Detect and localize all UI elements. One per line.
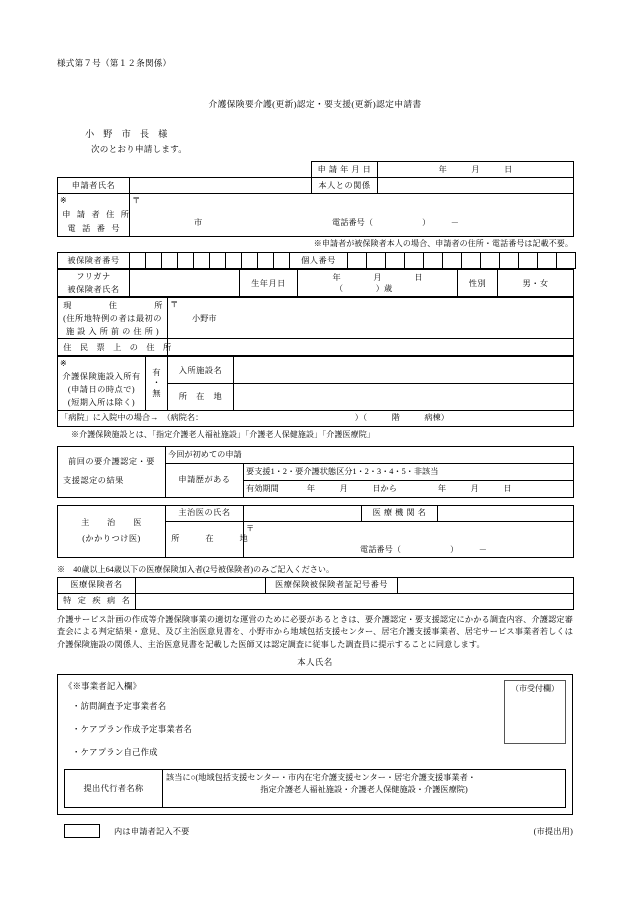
personal-number-label: 個人番号 — [290, 253, 348, 269]
doctor-name-label: 主治医の氏名 — [166, 505, 244, 521]
facility-address-label: 所 在 地 — [168, 383, 234, 410]
table-row — [58, 593, 574, 609]
current-address-label: 現 住 所 — [58, 298, 168, 313]
facility-label-3: (短期入所は除く) — [58, 396, 146, 410]
insured-name-label: 被保険者氏名 — [58, 283, 130, 297]
table-row — [58, 298, 574, 313]
facility-name-label: 入所施設名 — [168, 357, 234, 384]
provider-item-careplan-self[interactable]: ・ケアプラン自己作成 — [72, 747, 158, 757]
provider-item-visit-survey[interactable]: ・訪問調査予定事業者名 — [72, 701, 167, 711]
table-row — [58, 162, 574, 178]
personal-number-cell[interactable] — [367, 253, 386, 269]
personal-number-cell[interactable] — [424, 253, 443, 269]
personal-number-cell[interactable] — [538, 253, 557, 269]
footer-right-note: (市提出用) — [533, 827, 573, 837]
table-row — [58, 253, 576, 269]
birthdate-line1: 年 月 日 — [332, 273, 423, 282]
insured-name-table — [57, 269, 574, 297]
agent-options[interactable] — [163, 769, 566, 808]
previous-label-line2: 支援認定の結果 — [63, 475, 124, 485]
facility-label-2: (申請日の時点で) — [58, 383, 146, 396]
table-row — [58, 383, 574, 396]
doctor-postal-mark: 〒 — [244, 521, 574, 537]
blank-box-icon — [64, 824, 100, 838]
postal-mark: 〒 — [132, 196, 141, 205]
current-address-table — [57, 297, 574, 356]
reception-box[interactable]: （市受付欄） — [504, 680, 566, 744]
doctor-name-field[interactable] — [244, 505, 362, 521]
resident-card-label: 住 民 票 上 の 住 所 — [58, 339, 168, 356]
birthdate-line2: （ ）歳 — [334, 284, 393, 294]
table-row — [58, 410, 574, 426]
resident-card-field[interactable] — [168, 339, 574, 356]
address-mark: ※ — [58, 194, 130, 209]
doctor-label — [58, 505, 166, 557]
personal-number-cell[interactable] — [481, 253, 500, 269]
facility-table — [57, 356, 574, 426]
agent-options-line2: 指定介護老人福祉施設・介護老人保健施設・介護医療院) — [260, 784, 468, 794]
personal-number-cell[interactable] — [557, 253, 576, 269]
insurance-note: ※ 40歳以上64歳以下の医療保険加入者(2号被保険者)のみご記入ください。 — [57, 564, 335, 574]
insured-number-cell[interactable] — [146, 253, 162, 269]
previous-label-line1: 前回の要介護認定・要 — [68, 457, 155, 467]
valid-period-value: 年 月 日から 年 月 日 — [306, 483, 512, 493]
facility-mark: ※ — [58, 357, 146, 371]
birthdate-field[interactable] — [298, 270, 458, 297]
table-row — [58, 446, 574, 463]
valid-period-row[interactable] — [244, 480, 574, 497]
applicant-name-field[interactable] — [130, 178, 312, 194]
hospital-row[interactable]: 「病院」に入院中の場合→ （病院名： ）（ 階 病棟） — [58, 410, 574, 426]
insured-name-field[interactable] — [130, 270, 240, 297]
personal-number-cell[interactable] — [462, 253, 481, 269]
applicant-table — [57, 161, 574, 237]
institution-label: 医 療 機 関 名 — [362, 505, 438, 521]
has-history-option[interactable]: 申請歴がある — [166, 463, 244, 497]
provider-entry-box — [57, 674, 573, 816]
empty-cell — [58, 162, 130, 178]
current-address-field[interactable] — [168, 298, 574, 339]
addressee: 小 野 市 長 様 — [85, 129, 171, 139]
facility-yesno[interactable] — [146, 357, 168, 410]
personal-number-cell[interactable] — [405, 253, 424, 269]
disease-label: 特 定 疾 病 名 — [58, 593, 136, 609]
insured-number-cell[interactable] — [258, 253, 274, 269]
insured-number-cell[interactable] — [194, 253, 210, 269]
footer — [57, 824, 573, 842]
facility-yes: 有 — [152, 368, 161, 377]
lead-sentence: 次のとおり申請します。 — [91, 144, 188, 154]
facility-address-field[interactable] — [234, 383, 574, 410]
gender-value[interactable]: 男・女 — [498, 270, 574, 297]
provider-item-careplan-provider[interactable]: ・ケアプラン作成予定事業者名 — [72, 724, 193, 734]
personal-number-cell[interactable] — [519, 253, 538, 269]
insured-number-cell[interactable] — [274, 253, 290, 269]
relation-field[interactable] — [378, 178, 574, 194]
applicant-address-field[interactable] — [130, 194, 574, 237]
facility-note: ※介護保険施設とは、「指定介護老人福祉施設」「介護老人保健施設」「介護医療院」 — [71, 429, 375, 439]
insured-number-cell[interactable] — [242, 253, 258, 269]
consent-paragraph: 介護サービス計画の作成等介護保険事業の適切な運営のために必要があるときは、要介護認定・要支援認定にかかる調査内容、介護認定審査会による判定結果・意見、及び主治医意見書を、小野市から地域包括支援センター、居宅介護支援事業者、居宅サービス事業者若しくは介護保険施設の関係人、主治医意見書を記載した医師又は認定調査に従事した調査員に提示することに同意します。 — [57, 614, 573, 649]
footer-note: 内は申請者記入不要 — [114, 826, 190, 836]
insured-number-cell[interactable] — [130, 253, 146, 269]
table-row — [58, 357, 574, 371]
first-application-option[interactable]: 今回が初めての申請 — [166, 446, 574, 463]
apply-date-label: 申 請 年 月 日 — [312, 162, 378, 178]
agent-label: 提出代行者名称 — [65, 769, 163, 808]
personal-number-cell[interactable] — [348, 253, 367, 269]
current-address-note-1: (住所地特例の者は最初の — [58, 312, 168, 325]
form-sheet — [57, 57, 573, 842]
agent-value[interactable] — [166, 796, 562, 805]
insured-number-table — [57, 252, 576, 269]
insured-number-cell[interactable] — [178, 253, 194, 269]
birthdate-label: 生年月日 — [240, 270, 298, 297]
table-row — [58, 339, 574, 356]
previous-certification-table — [57, 446, 574, 498]
doctor-address-field[interactable] — [244, 537, 574, 558]
insured-number-label: 被保険者番号 — [58, 253, 130, 269]
doctor-phone-label: 電話番号（ ） － — [360, 545, 487, 555]
current-address-note-2: 施 設 入 所 前 の 住 所 ) — [58, 325, 168, 339]
insured-number-cell[interactable] — [226, 253, 242, 269]
cert-number-field[interactable] — [398, 577, 574, 593]
disease-field[interactable] — [136, 593, 574, 609]
doctor-location-label: 所 在 地 — [166, 521, 244, 557]
personal-number-cell[interactable] — [443, 253, 462, 269]
signature-label: 本人氏名 — [297, 657, 333, 667]
empty-cell — [130, 162, 312, 178]
insured-number-cell[interactable] — [162, 253, 178, 269]
table-row — [58, 270, 574, 284]
personal-number-cell[interactable] — [500, 253, 519, 269]
doctor-label-line2: (かかりつけ医) — [82, 534, 141, 543]
valid-period-label: 有効期間 — [246, 483, 279, 493]
facility-no: 無 — [152, 388, 161, 398]
insurer-field[interactable] — [136, 577, 266, 593]
care-level-options[interactable]: 要支援1・2・要介護状態区分1・2・3・4・5・非該当 — [244, 463, 574, 480]
medical-insurance-table — [57, 577, 574, 610]
gender-label: 性別 — [458, 270, 498, 297]
doctor-label-line1: 主 治 医 — [81, 518, 142, 528]
applicant-address-label: 申 請 者 住 所 — [58, 208, 130, 222]
relation-label: 本人との関係 — [312, 178, 378, 194]
insurer-label: 医療保険者名 — [58, 577, 136, 593]
table-row — [58, 178, 574, 194]
provider-box-heading: 《※事業者記入欄》 — [64, 681, 142, 691]
table-row — [58, 194, 574, 209]
previous-label — [58, 446, 166, 497]
furigana-label: フリガナ — [58, 270, 130, 284]
applicant-note: ※申請者が被保険者本人の場合、申請者の住所・電話番号は記載不要。 — [313, 239, 573, 248]
facility-label-1: 介護保険施設入所有 — [58, 370, 146, 383]
apply-date-field[interactable]: 年 月 日 — [378, 162, 574, 178]
table-row — [58, 577, 574, 593]
applicant-phone-row-label: 電 話 番 号 — [58, 222, 130, 237]
city-suffix: 市 — [194, 218, 203, 228]
table-row — [58, 505, 574, 521]
current-address-city: 小野市 — [192, 314, 217, 324]
applicant-name-label: 申請者氏名 — [58, 178, 130, 194]
postal-mark: 〒 — [170, 300, 179, 310]
facility-name-field[interactable] — [234, 357, 574, 384]
document-title: 介護保険要介護(更新)認定・要支援(更新)認定申請書 — [208, 99, 422, 109]
facility-dot: ・ — [152, 378, 161, 388]
cert-number-label: 医療保険被保険者証記号番号 — [266, 577, 398, 593]
institution-field[interactable] — [438, 505, 574, 521]
doctor-table — [57, 505, 574, 558]
applicant-phone-label: 電話番号（ ） － — [332, 218, 459, 228]
agent-options-line1: 該当に○(地域包括支援センター・市内在宅介護支援センター・居宅介護支援事業者・ — [166, 772, 476, 782]
form-number: 様式第７号（第１２条関係） — [57, 58, 172, 68]
agent-table — [64, 769, 566, 809]
table-row — [65, 769, 566, 808]
personal-number-cell[interactable] — [386, 253, 405, 269]
insured-number-cell[interactable] — [210, 253, 226, 269]
